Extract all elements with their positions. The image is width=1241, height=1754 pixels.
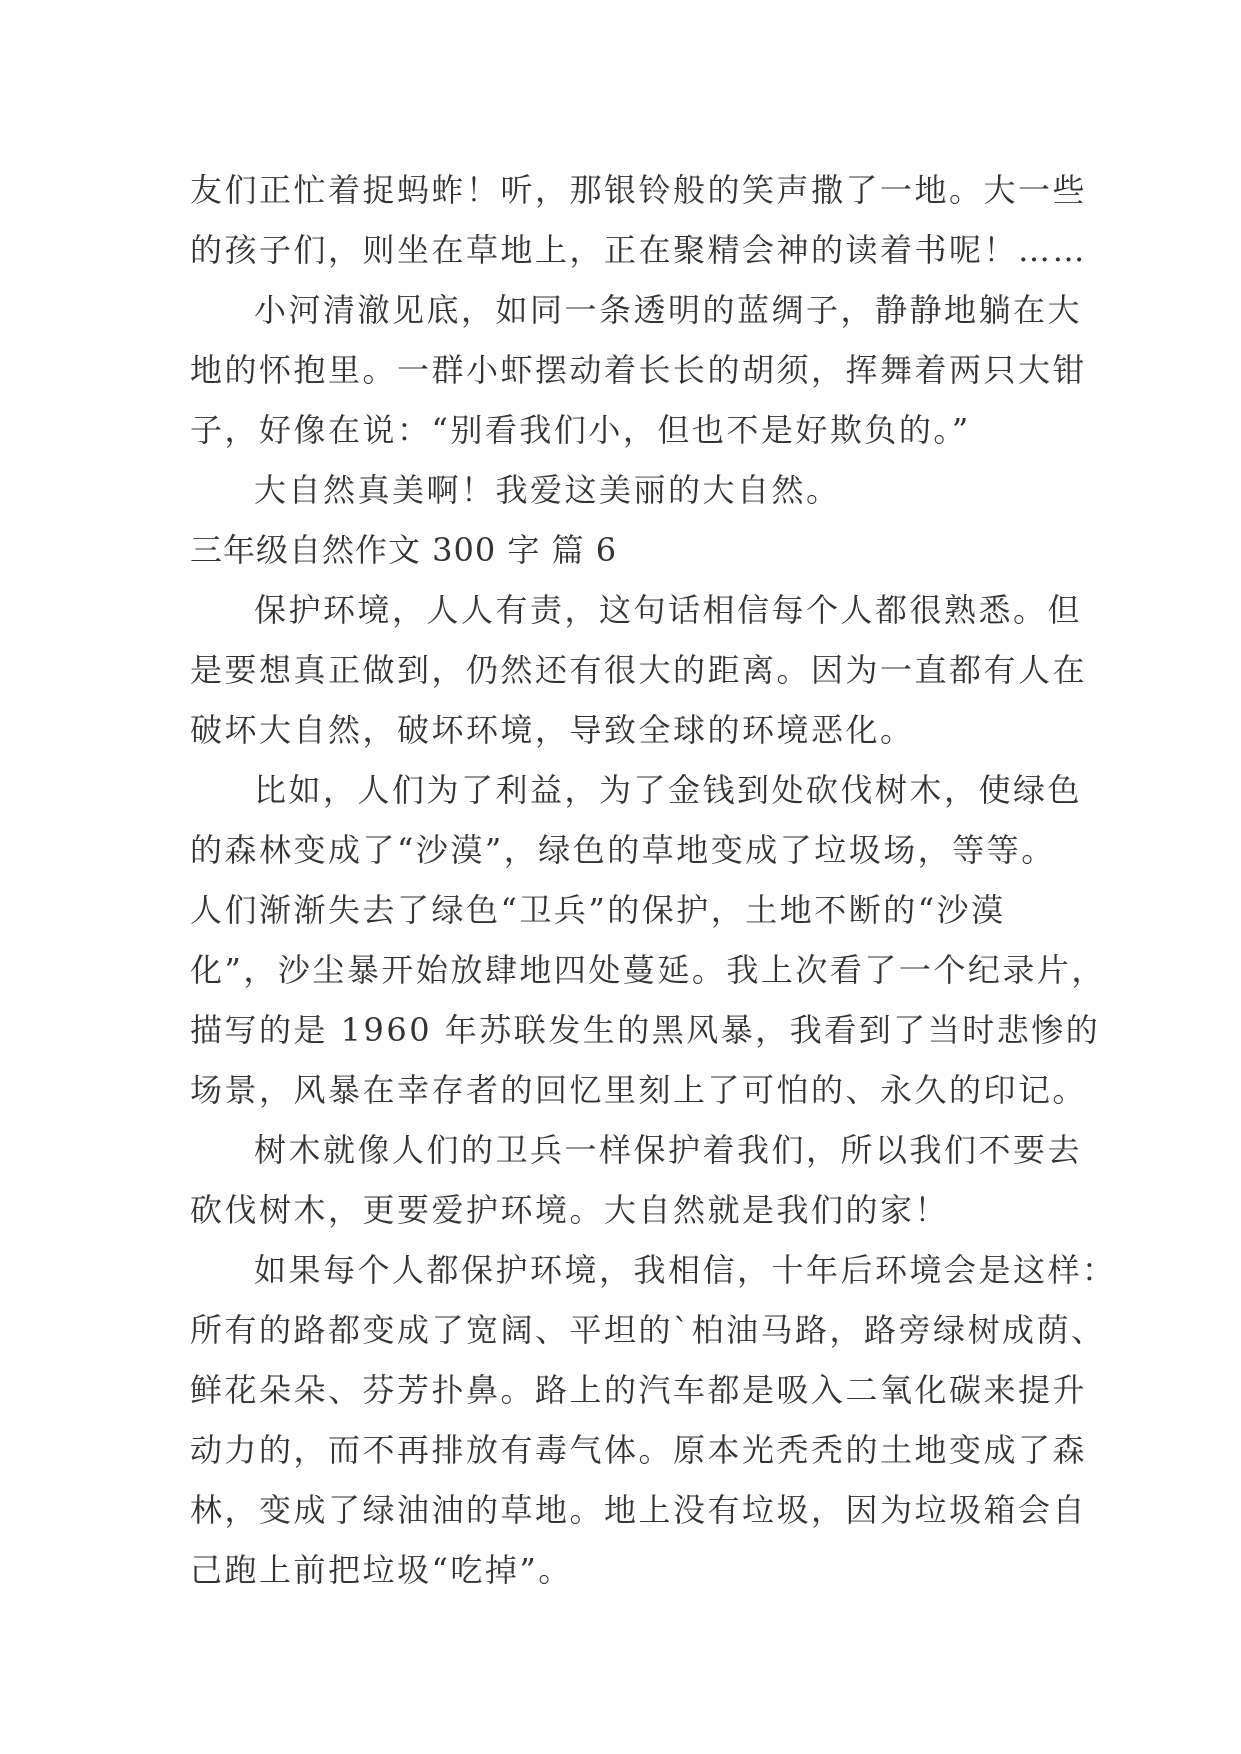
- paragraph-line: 己跑上前把垃圾“吃掉”。: [190, 1551, 573, 1589]
- paragraph-line: 如果每个人都保护环境，我相信，十年后环境会是这样：: [254, 1251, 1117, 1289]
- section-heading: 三年级自然作文 300 字 篇 6: [190, 531, 618, 569]
- paragraph-line: 的孩子们，则坐在草地上，正在聚精会神的读着书呢！……: [190, 231, 1088, 269]
- paragraph-line: 比如，人们为了利益，为了金钱到处砍伐树木，使绿色: [254, 771, 1083, 809]
- paragraph-line: 的森林变成了“沙漠”，绿色的草地变成了垃圾场，等等。: [190, 831, 1056, 869]
- paragraph-line: 化”，沙尘暴开始放肆地四处蔓延。我上次看了一个纪录片，: [190, 951, 1106, 989]
- paragraph-line: 大自然真美啊！我爱这美丽的大自然。: [254, 471, 841, 509]
- paragraph-line: 描写的是 1960 年苏联发生的黑风暴，我看到了当时悲惨的: [190, 1011, 1101, 1049]
- paragraph-line: 鲜花朵朵、芬芳扑鼻。路上的汽车都是吸入二氧化碳来提升: [190, 1371, 1088, 1409]
- paragraph-line: 地的怀抱里。一群小虾摆动着长长的胡须，挥舞着两只大钳: [190, 351, 1088, 389]
- paragraph-line: 动力的，而不再排放有毒气体。原本光秃秃的土地变成了森: [190, 1431, 1088, 1469]
- paragraph-line: 保护环境，人人有责，这句话相信每个人都很熟悉。但: [254, 591, 1083, 629]
- paragraph-line: 人们渐渐失去了绿色“卫兵”的保护，土地不断的“沙漠: [190, 891, 1006, 929]
- paragraph-line: 破坏大自然，破坏环境，导致全球的环境恶化。: [190, 711, 915, 749]
- paragraph-line: 子，好像在说：“别看我们小，但也不是好欺负的。”: [190, 411, 971, 449]
- paragraph-line: 小河清澈见底，如同一条透明的蓝绸子，静静地躺在大: [254, 291, 1083, 329]
- paragraph-line: 林，变成了绿油油的草地。地上没有垃圾，因为垃圾箱会自: [190, 1491, 1088, 1529]
- paragraph-line: 砍伐树木，更要爱护环境。大自然就是我们的家！: [190, 1191, 950, 1229]
- paragraph-line: 是要想真正做到，仍然还有很大的距离。因为一直都有人在: [190, 651, 1088, 689]
- paragraph-line: 场景，风暴在幸存者的回忆里刻上了可怕的、永久的印记。: [190, 1071, 1088, 1109]
- paragraph-line: 友们正忙着捉蚂蚱！听，那银铃般的笑声撒了一地。大一些: [190, 171, 1088, 209]
- document-body: [190, 160, 1117, 1600]
- paragraph-line: 所有的路都变成了宽阔、平坦的`柏油马路，路旁绿树成荫、: [190, 1311, 1106, 1349]
- paragraph-line: 树木就像人们的卫兵一样保护着我们，所以我们不要去: [254, 1131, 1083, 1169]
